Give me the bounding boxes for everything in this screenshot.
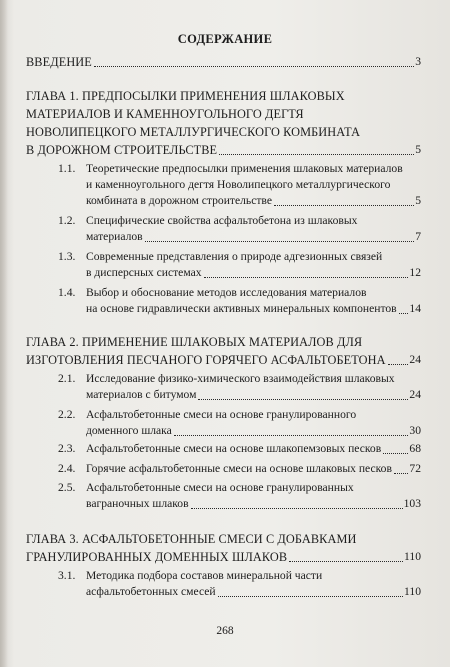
section-1-4-number: 1.4. <box>58 286 76 299</box>
section-2-3-number: 2.3. <box>58 442 76 455</box>
page-ref: 72 <box>409 462 421 475</box>
leader-dots <box>191 507 403 509</box>
leader-dots <box>145 240 415 242</box>
chapter-1-title-line-2: МАТЕРИАЛОВ И КАМЕННОУГОЛЬНОГО ДЕГТЯ <box>26 107 304 121</box>
chapter-2-title-line-1: ГЛАВА 2. ПРИМЕНЕНИЕ ШЛАКОВЫХ МАТЕРИАЛОВ ДЛЯ <box>26 335 363 349</box>
leader-dots <box>219 153 414 155</box>
section-2-5-line-2: ваграночных шлаков 103 <box>86 497 421 510</box>
section-1-3-line-1: Современные представления о природе адгезионных связей <box>86 250 383 263</box>
page-ref: 7 <box>415 230 421 243</box>
page-ref: 24 <box>409 388 421 401</box>
page-ref: 14 <box>409 302 421 315</box>
chapter-3-title-line-2: ГРАНУЛИРОВАННЫХ ДОМЕННЫХ ШЛАКОВ 110 <box>26 550 421 564</box>
section-1-2-line-2: материалов 7 <box>86 230 421 243</box>
leader-dots <box>274 204 414 206</box>
leader-dots <box>399 312 409 314</box>
page-ref: 3 <box>415 55 421 68</box>
page-ref: 24 <box>409 353 421 366</box>
toc-title: СОДЕРЖАНИЕ <box>177 32 273 46</box>
page-ref: 30 <box>409 424 421 437</box>
section-2-2-line-2: доменного шлака 30 <box>86 424 421 437</box>
section-1-1-number: 1.1. <box>58 162 76 175</box>
chapter-1-title-line-1: ГЛАВА 1. ПРЕДПОСЫЛКИ ПРИМЕНЕНИЯ ШЛАКОВЫХ <box>26 89 345 103</box>
page-ref: 5 <box>415 194 421 207</box>
section-2-2-line-1: Асфальтобетонные смеси на основе гранулированного <box>86 408 357 421</box>
chapter-3-title-line-1: ГЛАВА 3. АСФАЛЬТОБЕТОННЫЕ СМЕСИ С ДОБАВКАМИ <box>26 532 357 546</box>
toc-entry-intro: ВВЕДЕНИЕ 3 <box>26 55 421 69</box>
page-ref: 68 <box>409 442 421 455</box>
section-2-1-line-1: Исследование физико-химического взаимодействия шлаковых <box>86 372 395 385</box>
leader-dots <box>94 65 414 67</box>
section-2-5-line-1: Асфальтобетонные смеси на основе гранулированных <box>86 481 354 494</box>
section-1-3-line-2: в дисперсных системах 12 <box>86 266 421 279</box>
page-number: 268 <box>216 625 234 637</box>
leader-dots <box>204 276 409 278</box>
section-1-4-line-1: Выбор и обоснование методов исследования материалов <box>86 286 367 299</box>
leader-dots <box>289 560 403 562</box>
section-1-2-line-1: Специфические свойства асфальтобетона из шлаковых <box>86 214 358 227</box>
section-3-1-line-2: асфальтобетонных смесей 110 <box>86 585 421 598</box>
leader-dots <box>388 363 409 365</box>
section-2-5-number: 2.5. <box>58 481 76 494</box>
chapter-1-title-line-3: НОВОЛИПЕЦКОГО МЕТАЛЛУРГИЧЕСКОГО КОМБИНАТА <box>26 125 361 139</box>
section-1-1-line-3: комбината в дорожном строительстве 5 <box>86 194 421 207</box>
section-2-4-number: 2.4. <box>58 462 76 475</box>
section-2-3-line-1: Асфальтобетонные смеси на основе шлакопемзовых песков 68 <box>86 442 421 455</box>
leader-dots <box>394 472 408 474</box>
leader-dots <box>218 595 403 597</box>
section-2-1-line-2: материалов с битумом 24 <box>86 388 421 401</box>
section-1-3-number: 1.3. <box>58 250 76 263</box>
leader-dots <box>198 398 408 400</box>
section-1-1-line-2: и каменноугольного дегтя Новолипецкого металлургического <box>86 178 391 191</box>
page-ref: 110 <box>404 585 421 598</box>
page-ref: 110 <box>404 550 421 563</box>
section-2-2-number: 2.2. <box>58 408 76 421</box>
section-2-4-line-1: Горячие асфальтобетонные смеси на основе шлаковых песков 72 <box>86 462 421 475</box>
page-ref: 5 <box>415 143 421 156</box>
section-3-1-line-1: Методика подбора составов минеральной части <box>86 569 323 582</box>
section-1-1-line-1: Теоретические предпосылки применения шлаковых материалов <box>86 162 403 175</box>
section-3-1-number: 3.1. <box>58 569 76 582</box>
section-1-4-line-2: на основе гидравлически активных минеральных компонентов 14 <box>86 302 421 315</box>
chapter-2-title-line-2: ИЗГОТОВЛЕНИЯ ПЕСЧАНОГО ГОРЯЧЕГО АСФАЛЬТОБЕТОНА 24 <box>26 353 421 367</box>
page-ref: 12 <box>409 266 421 279</box>
leader-dots <box>383 452 408 454</box>
section-2-1-number: 2.1. <box>58 372 76 385</box>
leader-dots <box>174 434 409 436</box>
chapter-1-title-line-4: В ДОРОЖНОМ СТРОИТЕЛЬСТВЕ 5 <box>26 143 421 157</box>
section-1-2-number: 1.2. <box>58 214 76 227</box>
page-ref: 103 <box>403 497 421 510</box>
